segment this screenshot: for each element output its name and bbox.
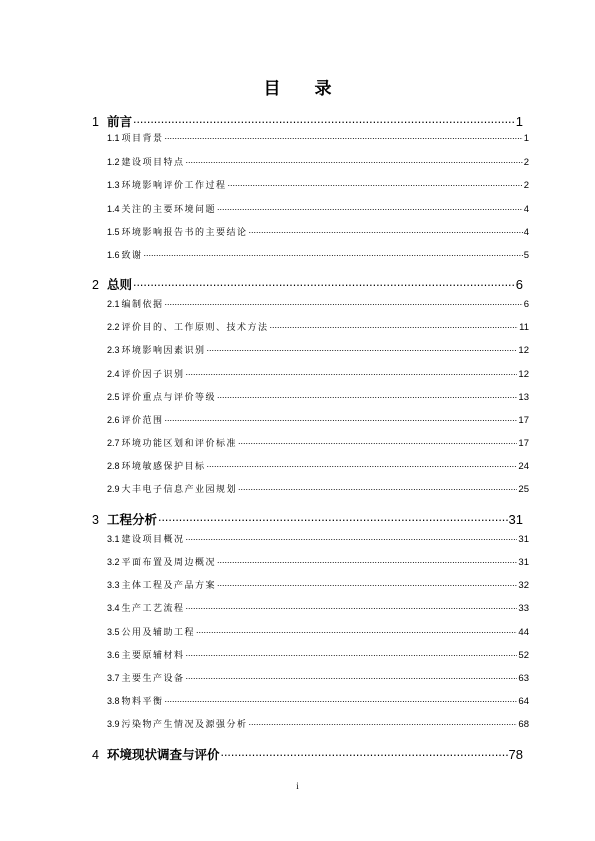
- toc-entry-title: 主要生产设备: [121, 674, 185, 684]
- toc-entry-2-5[interactable]: [107, 390, 529, 403]
- toc-entry-title: 评价重点与评价等级: [121, 393, 217, 403]
- toc-entry-2-3[interactable]: [107, 343, 529, 356]
- toc-entry-title: 环境影响因素识别: [121, 346, 206, 356]
- toc-entry-number: 3.4: [107, 603, 120, 613]
- toc-entry-1-6[interactable]: [107, 248, 529, 261]
- toc-entry-number: 2.1: [107, 299, 120, 309]
- toc-entry-title: 建设项目概况: [121, 535, 185, 545]
- toc-entry-page: 17: [518, 438, 529, 449]
- toc-dot-leader: [186, 602, 518, 611]
- toc-section-page: 1: [515, 114, 523, 129]
- toc-dot-leader: [217, 391, 517, 400]
- toc-entry-number: 1.4: [107, 204, 120, 214]
- toc-entry-page: 12: [518, 369, 529, 380]
- toc-entry-number: 2.7: [107, 438, 120, 448]
- toc-entry-1-3[interactable]: [107, 178, 529, 191]
- toc-entry-title: 大丰电子信息产业园规划: [121, 485, 238, 495]
- toc-entry-page: 52: [518, 650, 529, 661]
- toc-entry-page: 25: [518, 484, 529, 495]
- toc-section-4[interactable]: [92, 745, 523, 763]
- toc-dot-leader: [249, 718, 518, 727]
- toc-entry-3-6[interactable]: [107, 648, 529, 661]
- toc-entry-number: 2.5: [107, 392, 120, 402]
- toc-section-title: 总则: [106, 277, 132, 292]
- toc-entry-page: 24: [518, 461, 529, 472]
- toc-entry-number: 2.9: [107, 484, 120, 494]
- toc-entry-page: 2: [523, 157, 529, 168]
- toc-entry-page: 6: [523, 299, 529, 310]
- toc-section-page: 78: [508, 747, 523, 762]
- toc-entry-1-2[interactable]: [107, 155, 529, 168]
- toc-entry-title: 环境功能区划和评价标准: [121, 439, 238, 449]
- toc-entry-3-9[interactable]: [107, 717, 529, 730]
- toc-dot-leader: [165, 695, 518, 704]
- toc-dot-leader: [133, 277, 515, 290]
- toc-entry-page: 31: [518, 534, 529, 545]
- toc-entry-number: 3.3: [107, 580, 120, 590]
- toc-entry-number: 2.4: [107, 369, 120, 379]
- toc-entry-number: 2.6: [107, 415, 120, 425]
- toc-dot-leader: [217, 556, 517, 565]
- toc-entry-3-5[interactable]: [107, 625, 529, 638]
- toc-entry-page: 2: [523, 180, 529, 191]
- toc-section-number: 2: [92, 278, 99, 292]
- toc-entry-title: 主体工程及产品方案: [121, 581, 217, 591]
- toc-entry-3-4[interactable]: [107, 601, 529, 614]
- toc-dot-leader: [207, 460, 518, 469]
- toc-section-3[interactable]: [92, 510, 523, 528]
- toc-entry-2-7[interactable]: [107, 436, 529, 449]
- toc-entry-page: 1: [523, 133, 529, 144]
- toc-dot-leader: [186, 533, 518, 542]
- toc-entry-page: 64: [518, 696, 529, 707]
- toc-dot-leader: [196, 626, 517, 635]
- toc-entry-title: 环境敏感保护目标: [121, 462, 206, 472]
- toc-entry-page: 32: [518, 580, 529, 591]
- toc-dot-leader: [238, 483, 517, 492]
- page-title: 目 录: [263, 79, 346, 99]
- toc-dot-leader: [249, 226, 523, 235]
- toc-entry-page: 31: [518, 557, 529, 568]
- toc-entry-1-4[interactable]: [107, 202, 529, 215]
- toc-entry-2-8[interactable]: [107, 459, 529, 472]
- toc-entry-page: 44: [518, 627, 529, 638]
- toc-entry-title: 物料平衡: [121, 697, 164, 707]
- toc-section-title: 工程分析: [106, 512, 157, 527]
- toc-dot-leader: [238, 437, 517, 446]
- toc-dot-leader: [270, 321, 519, 330]
- toc-entry-1-5[interactable]: [107, 225, 529, 238]
- toc-dot-leader: [217, 579, 517, 588]
- toc-section-number: 1: [92, 115, 99, 129]
- toc-entry-title: 评价因子识别: [121, 370, 185, 380]
- toc-entry-number: 2.8: [107, 461, 120, 471]
- toc-entry-page: 68: [518, 719, 529, 730]
- toc-section-2[interactable]: [92, 275, 523, 293]
- toc-dot-leader: [165, 132, 523, 141]
- toc-entry-number: 3.8: [107, 696, 120, 706]
- toc-entry-number: 1.5: [107, 227, 120, 237]
- toc-entry-title: 生产工艺流程: [121, 604, 185, 614]
- toc-entry-page: 33: [518, 603, 529, 614]
- toc-entry-1-1[interactable]: [107, 131, 529, 144]
- toc-entry-number: 2.3: [107, 345, 120, 355]
- toc-entry-page: 5: [523, 250, 529, 261]
- toc-entry-number: 1.6: [107, 250, 120, 260]
- toc-section-page: 31: [508, 512, 523, 527]
- toc-entry-page: 13: [518, 392, 529, 403]
- toc-entry-2-6[interactable]: [107, 413, 529, 426]
- toc-entry-number: 3.6: [107, 650, 120, 660]
- toc-dot-leader: [220, 747, 507, 760]
- toc-entry-number: 1.1: [107, 133, 120, 143]
- toc-entry-number: 1.3: [107, 180, 120, 190]
- toc-section-title: 前言: [106, 114, 132, 129]
- toc-entry-2-4[interactable]: [107, 367, 529, 380]
- toc-dot-leader: [186, 649, 518, 658]
- toc-entry-page: 17: [518, 415, 529, 426]
- toc-entry-title: 关注的主要环境问题: [121, 205, 217, 215]
- toc-entry-number: 2.2: [107, 322, 120, 332]
- toc-entry-title: 评价目的、工作原则、技术方法: [121, 323, 269, 333]
- toc-entry-title: 项目背景: [121, 134, 164, 144]
- toc-entry-page: 11: [519, 322, 529, 333]
- toc-dot-leader: [186, 156, 523, 165]
- toc-entry-3-3[interactable]: [107, 578, 529, 591]
- toc-section-page: 6: [515, 277, 523, 292]
- toc-dot-leader: [228, 179, 523, 188]
- toc-entry-2-2[interactable]: [107, 320, 529, 333]
- toc-entry-number: 3.5: [107, 627, 120, 637]
- toc-entry-page: 63: [518, 673, 529, 684]
- toc-entry-title: 公用及辅助工程: [121, 628, 196, 638]
- toc-entry-title: 平面布置及周边概况: [121, 558, 217, 568]
- toc-dot-leader: [165, 298, 523, 307]
- toc-entry-title: 主要原辅材料: [121, 651, 185, 661]
- toc-entry-number: 3.2: [107, 557, 120, 567]
- toc-section-1[interactable]: [92, 112, 523, 130]
- toc-dot-leader: [186, 672, 518, 681]
- toc-section-number: 3: [92, 513, 99, 527]
- page-number: i: [296, 781, 299, 791]
- toc-entry-title: 污染物产生情况及源强分析: [121, 720, 248, 730]
- toc-dot-leader: [186, 368, 518, 377]
- toc-entry-title: 环境影响评价工作过程: [121, 181, 227, 191]
- toc-entry-number: 3.7: [107, 673, 120, 683]
- toc-entry-number: 3.9: [107, 719, 120, 729]
- toc-entry-number: 3.1: [107, 534, 120, 544]
- toc-entry-title: 致谢: [121, 251, 143, 261]
- toc-entry-3-1[interactable]: [107, 532, 529, 545]
- toc-entry-2-9[interactable]: [107, 482, 529, 495]
- toc-entry-title: 建设项目特点: [121, 158, 185, 168]
- toc-entry-number: 1.2: [107, 157, 120, 167]
- toc-entry-3-8[interactable]: [107, 694, 529, 707]
- toc-dot-leader: [158, 512, 508, 525]
- toc-entry-3-7[interactable]: [107, 671, 529, 684]
- toc-entry-title: 编制依据: [121, 300, 164, 310]
- toc-entry-title: 环境影响报告书的主要结论: [121, 228, 248, 238]
- toc-entry-page: 4: [523, 227, 529, 238]
- toc-dot-leader: [217, 203, 523, 212]
- toc-dot-leader: [133, 114, 515, 127]
- toc-entry-page: 12: [518, 345, 529, 356]
- toc-entry-2-1[interactable]: [107, 297, 529, 310]
- toc-entry-title: 评价范围: [121, 416, 164, 426]
- toc-section-number: 4: [92, 748, 99, 762]
- toc-section-title: 环境现状调查与评价: [106, 747, 220, 762]
- toc-dot-leader: [144, 249, 523, 258]
- toc-entry-page: 4: [523, 204, 529, 215]
- toc-entry-3-2[interactable]: [107, 555, 529, 568]
- toc-dot-leader: [207, 344, 518, 353]
- toc-dot-leader: [165, 414, 518, 423]
